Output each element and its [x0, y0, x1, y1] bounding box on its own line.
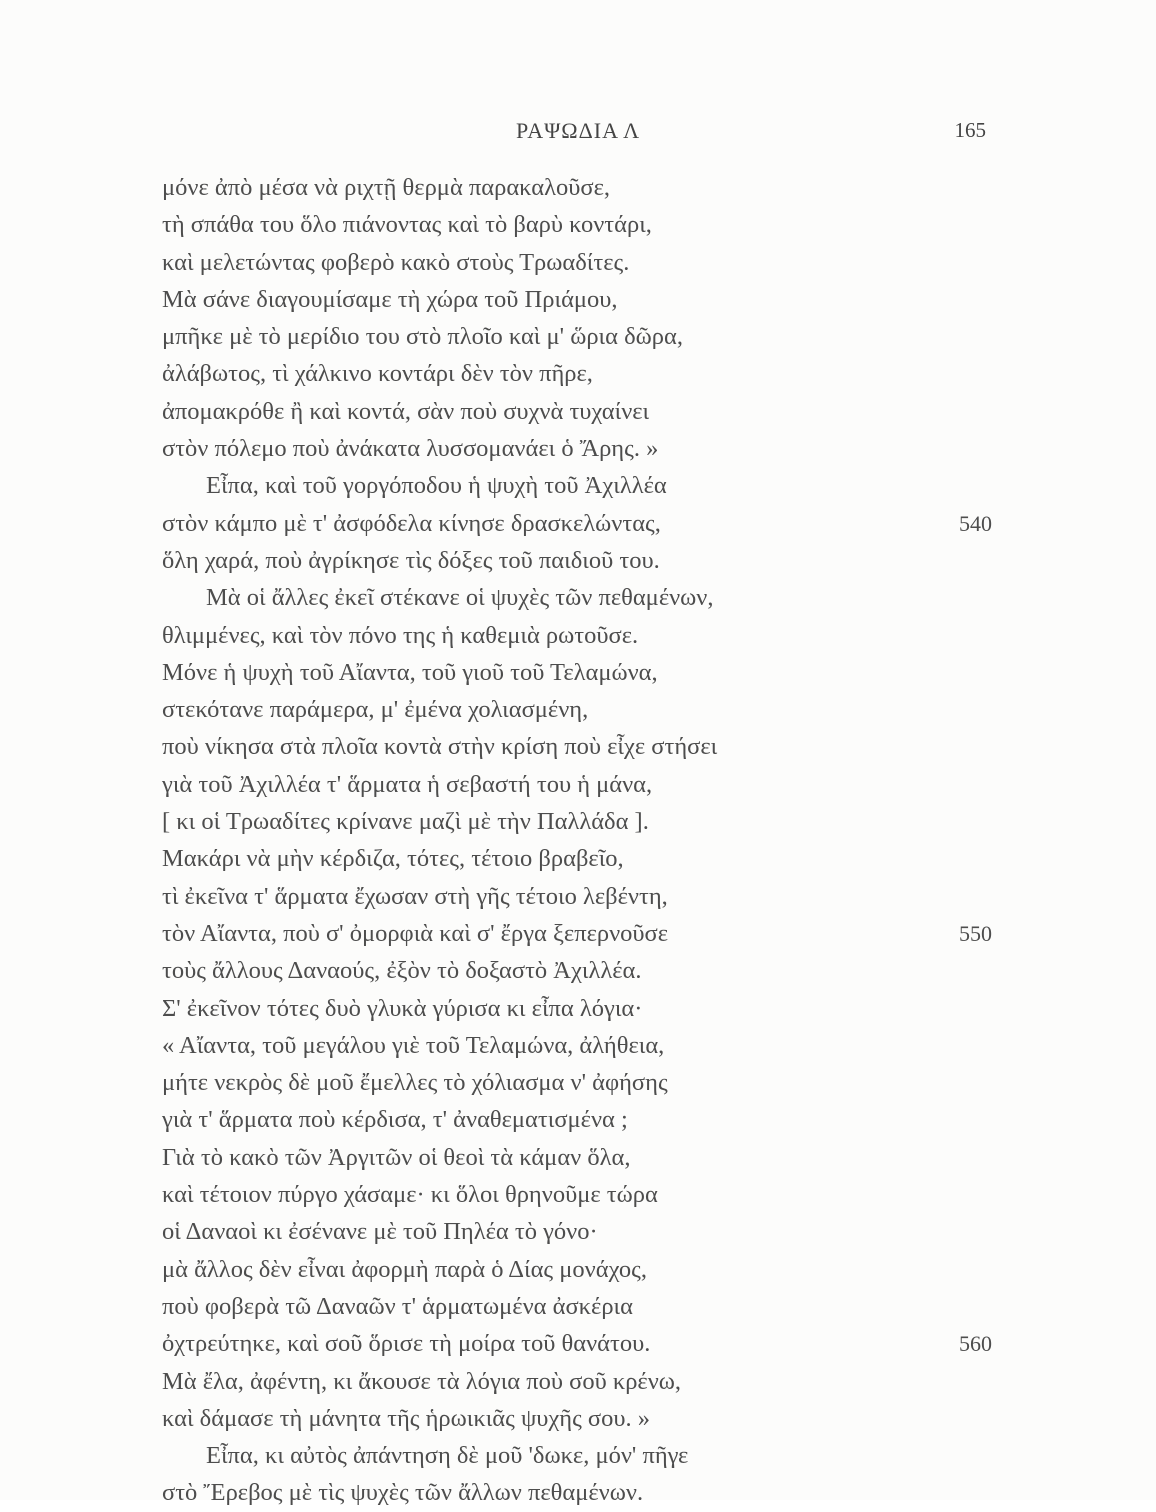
- verse-line: [162, 840, 992, 877]
- verse-text: μὰ ἄλλος δὲν εἶναι ἀφορμὴ παρὰ ὁ Δίας μονάχος,: [162, 1255, 647, 1283]
- verse-text: Μόνε ἡ ψυχὴ τοῦ Αἴαντα, τοῦ γιοῦ τοῦ Τελαμώνα,: [162, 658, 658, 686]
- verse-line: [162, 878, 992, 915]
- verse-line: [162, 990, 992, 1027]
- verse-text: « Αἴαντα, τοῦ μεγάλου γιὲ τοῦ Τελαμώνα, ἀλήθεια,: [162, 1031, 665, 1059]
- verse-text: Μὰ σάνε διαγουμίσαμε τὴ χώρα τοῦ Πριάμου,: [162, 285, 618, 313]
- verse-text: Εἶπα, καὶ τοῦ γοργόποδου ἡ ψυχὴ τοῦ Ἀχιλλέα: [206, 472, 667, 500]
- verse-text: ἀλάβωτος, τὶ χάλκινο κοντάρι δὲν τὸν πῆρε,: [162, 360, 593, 388]
- verse-text: τὴ σπάθα του ὅλο πιάνοντας καὶ τὸ βαρὺ κοντάρι,: [162, 211, 652, 239]
- verse-text: στὸν πόλεμο ποὺ ἀνάκατα λυσσομανάει ὁ Ἄρης. »: [162, 435, 659, 463]
- line-number: 540: [959, 510, 992, 536]
- verse-text: τοὺς ἄλλους Δαναούς, ἐξὸν τὸ δοξαστὸ Ἀχιλλέα.: [162, 957, 642, 985]
- verse-line: [162, 766, 992, 803]
- verse-line: [162, 1139, 992, 1176]
- verse-text: γιὰ τ' ἅρματα ποὺ κέρδισα, τ' ἀναθεματισμένα ;: [162, 1106, 628, 1134]
- verse-text: τὸν Αἴαντα, ποὺ σ' ὀμορφιὰ καὶ σ' ἔργα ξεπερνοῦσε: [162, 919, 669, 947]
- verse-line: [162, 281, 992, 318]
- verse-line: [162, 244, 992, 281]
- verse-line: [162, 318, 992, 355]
- verse-text: Εἶπα, κι αὐτὸς ἀπάντηση δὲ μοῦ 'δωκε, μόν' πῆγε: [206, 1442, 689, 1470]
- verse-line: [162, 803, 992, 840]
- verse-line: [162, 617, 992, 654]
- verse-text: ὀχτρεύτηκε, καὶ σοῦ ὅρισε τὴ μοίρα τοῦ θανάτου.: [162, 1330, 651, 1358]
- verse-line: [162, 1101, 992, 1138]
- verse-text: στεκότανε παράμερα, μ' ἐμένα χολιασμένη,: [162, 696, 589, 724]
- verse-line: [162, 169, 992, 206]
- verse-line: [162, 654, 992, 691]
- running-header: ΡΑΨΩΔΙΑ Λ: [515, 118, 641, 143]
- verse-block: [162, 169, 992, 1512]
- verse-text: μόνε ἀπὸ μέσα νὰ ριχτῇ θερμὰ παρακαλοῦσε,: [162, 174, 611, 201]
- verse-line: [162, 579, 992, 616]
- verse-text: στὸ Ἔρεβος μὲ τὶς ψυχὲς τῶν ἄλλων πεθαμένων.: [162, 1479, 644, 1507]
- verse-text: τὶ ἐκεῖνα τ' ἅρματα ἔχωσαν στὴ γῆς τέτοιο λεβέντη,: [162, 882, 668, 910]
- verse-line: [162, 1363, 992, 1400]
- verse-text: Μακάρι νὰ μὴν κέρδιζα, τότες, τέτοιο βραβεῖο,: [162, 845, 624, 873]
- verse-text: οἱ Δαναοὶ κι ἐσένανε μὲ τοῦ Πηλέα τὸ γόνο·: [162, 1218, 598, 1246]
- verse-line: [162, 915, 992, 952]
- verse-line: [162, 430, 992, 467]
- verse-line: [162, 1400, 992, 1437]
- verse-line: [162, 1176, 992, 1213]
- verse-text: Μὰ οἱ ἄλλες ἐκεῖ στέκανε οἱ ψυχὲς τῶν πεθαμένων,: [206, 584, 714, 612]
- verse-text: καὶ δάμασε τὴ μάνητα τῆς ἡρωικιᾶς ψυχῆς σου. »: [162, 1404, 651, 1432]
- verse-text: καὶ μελετώντας φοβερὸ κακὸ στοὺς Τρωαδίτες.: [162, 248, 630, 276]
- verse-line: [162, 542, 992, 579]
- verse-line: [162, 505, 992, 542]
- verse-line: [162, 1027, 992, 1064]
- verse-text: [ κι οἱ Τρωαδίτες κρίνανε μαζὶ μὲ τὴν Παλλάδα ].: [162, 808, 649, 836]
- verse-text: ἀπομακρόθε ἢ καὶ κοντά, σὰν ποὺ συχνὰ τυχαίνει: [162, 397, 650, 425]
- verse-line: [162, 1213, 992, 1250]
- verse-text: στὸν κάμπο μὲ τ' ἀσφόδελα κίνησε δρασκελώντας,: [162, 509, 661, 537]
- verse-line: [162, 691, 992, 728]
- verse-text: καὶ τέτοιον πύργο χάσαμε· κι ὅλοι θρηνοῦμε τώρα: [162, 1181, 658, 1209]
- page-number: 165: [954, 118, 986, 142]
- verse-text: γιὰ τοῦ Ἀχιλλέα τ' ἅρματα ἡ σεβαστή του ἡ μάνα,: [162, 770, 653, 798]
- verse-line: [162, 355, 992, 392]
- verse-line: [162, 206, 992, 243]
- verse-text: μήτε νεκρὸς δὲ μοῦ ἔμελλες τὸ χόλιασμα ν' ἀφήσης: [162, 1069, 668, 1097]
- line-number: 550: [959, 920, 992, 946]
- verse-text: Μὰ ἔλα, ἀφέντη, κι ἄκουσε τὰ λόγια ποὺ σοῦ κρένω,: [162, 1367, 682, 1395]
- verse-line: [162, 393, 992, 430]
- verse-line: [162, 952, 992, 989]
- verse-line: [162, 1437, 992, 1474]
- verse-text: ὅλη χαρά, ποὺ ἀγρίκησε τὶς δόξες τοῦ παιδιοῦ του.: [162, 546, 660, 574]
- verse-text: θλιμμένες, καὶ τὸν πόνο της ἡ καθεμιὰ ρωτοῦσε.: [162, 621, 639, 649]
- verse-text: Γιὰ τὸ κακὸ τῶν Ἀργιτῶν οἱ θεοὶ τὰ κάμαν ὅλα,: [162, 1143, 631, 1171]
- verse-line: [162, 728, 992, 765]
- verse-text: Σ' ἐκεῖνον τότες δυὸ γλυκὰ γύρισα κι εἶπα λόγια·: [162, 994, 643, 1022]
- verse-line: [162, 1325, 992, 1362]
- verse-line: [162, 467, 992, 504]
- verse-line: [162, 1288, 992, 1325]
- line-number: 560: [959, 1331, 992, 1357]
- verse-text: ποὺ φοβερὰ τῶ Δαναῶν τ' ἁρματωμένα ἀσκέρια: [162, 1292, 633, 1320]
- verse-text: μπῆκε μὲ τὸ μερίδιο του στὸ πλοῖο καὶ μ' ὥρια δῶρα,: [162, 323, 683, 351]
- verse-line: [162, 1251, 992, 1288]
- verse-line: [162, 1474, 992, 1511]
- verse-line: [162, 1064, 992, 1101]
- verse-text: ποὺ νίκησα στὰ πλοῖα κοντὰ στὴν κρίση ποὺ εἶχε στήσει: [162, 733, 718, 761]
